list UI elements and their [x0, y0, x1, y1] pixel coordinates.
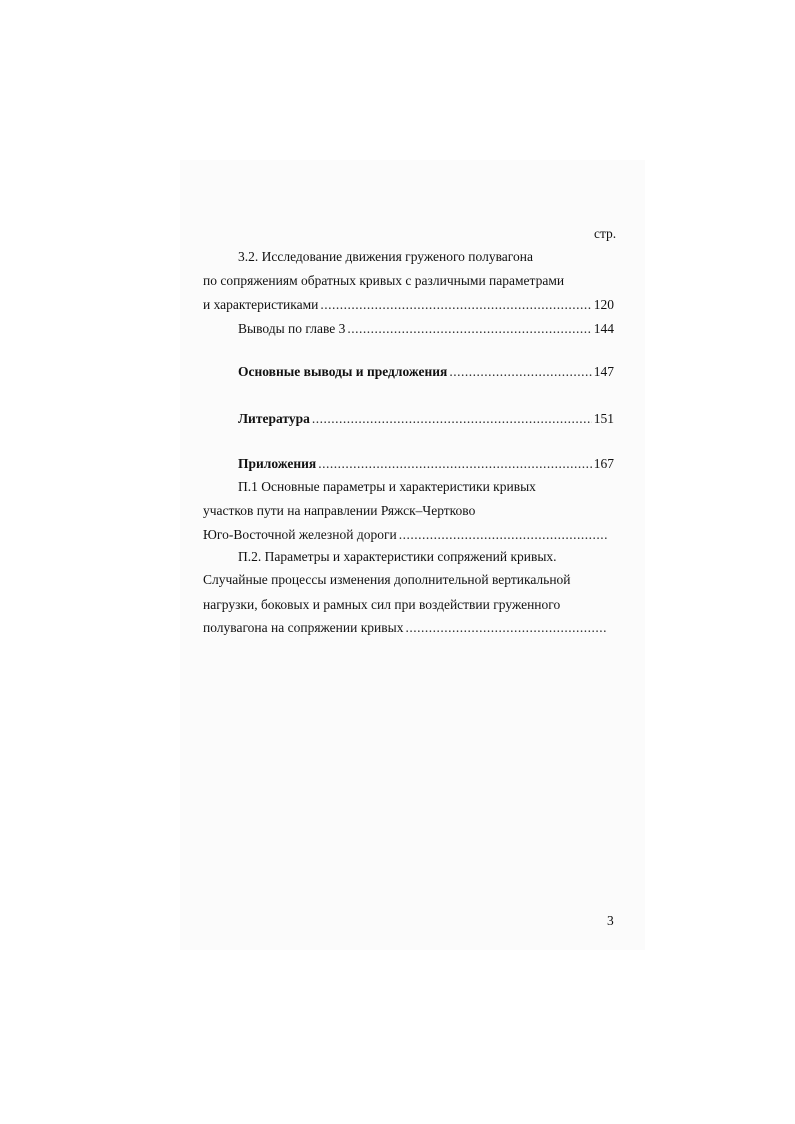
toc-entry-p2-title-cont-2: нагрузки, боковых и рамных сил при воздействии груженного: [203, 597, 561, 612]
toc-entry-label: Приложения: [238, 456, 317, 471]
toc-entry-p2[interactable]: [203, 619, 609, 637]
toc-entry-3-2[interactable]: [203, 296, 614, 314]
toc-entry-main-conclusions[interactable]: [238, 363, 614, 381]
toc-page-number: 151: [593, 411, 614, 426]
toc-entry-3-2-title: 3.2. Исследование движения груженого полувагона: [238, 249, 533, 264]
toc-entry-label: полувагона на сопряжении кривых: [203, 620, 404, 635]
toc-page-number: 147: [593, 364, 614, 379]
toc-entry-p1-title: П.1 Основные параметры и характеристики кривых: [238, 479, 536, 494]
page-column-label: стр.: [594, 226, 617, 241]
toc-page-number: 144: [593, 321, 614, 336]
toc-entry-3-2-title-cont: по сопряжениям обратных кривых с различными параметрами: [203, 273, 565, 288]
toc-entry-label: Основные выводы и предложения: [238, 364, 448, 379]
toc-entry-p2-title: П.2. Параметры и характеристики сопряжений кривых.: [238, 549, 557, 564]
toc-entry-literature[interactable]: [238, 410, 614, 428]
toc-entry-label: Юго-Восточной железной дороги: [203, 527, 397, 542]
dot-leader: [347, 320, 591, 338]
dot-leader: [318, 455, 592, 473]
toc-entry-conclusions-ch3[interactable]: [238, 320, 614, 338]
dot-leader: [399, 526, 607, 544]
toc-entry-p2-title-cont-1: Случайные процессы изменения дополнительной вертикальной: [203, 572, 571, 587]
dot-leader: [320, 296, 591, 314]
toc-page-number: 120: [593, 297, 614, 312]
dot-leader: [312, 410, 592, 428]
toc-entry-label: и характеристиками: [203, 297, 319, 312]
toc-entry-p1[interactable]: [203, 526, 609, 544]
dot-leader: [449, 363, 591, 381]
toc-entry-appendices[interactable]: [238, 455, 614, 473]
page-number: 3: [607, 913, 614, 928]
dot-leader: [405, 619, 607, 637]
toc-entry-p1-title-cont: участков пути на направлении Ряжск–Чертково: [203, 503, 476, 518]
toc-page-number: 167: [593, 456, 614, 471]
toc-entry-label: Литература: [238, 411, 310, 426]
toc-entry-label: Выводы по главе 3: [238, 321, 346, 336]
